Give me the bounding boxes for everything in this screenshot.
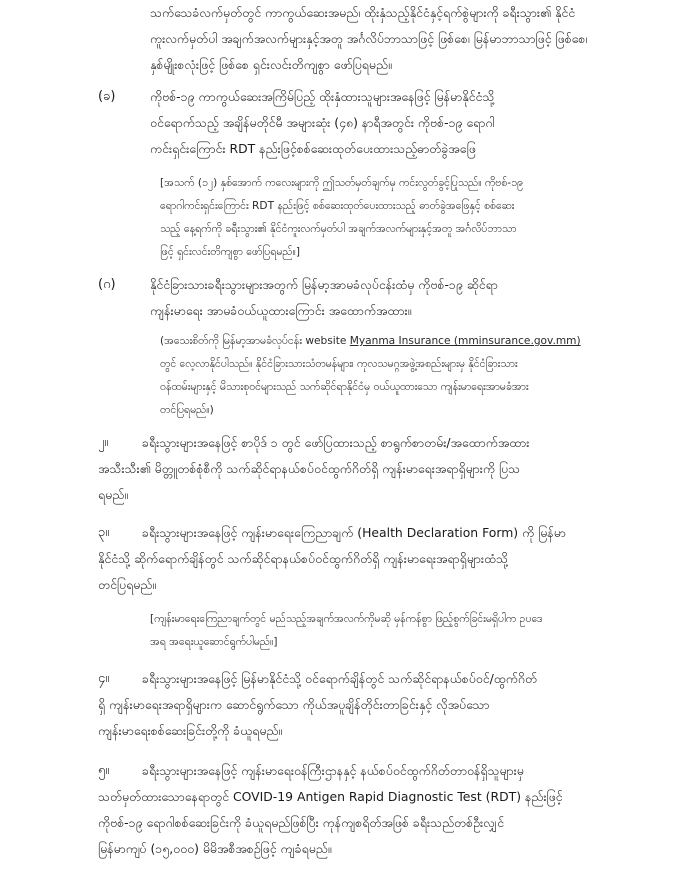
text-line: ရမည်။ <box>98 487 128 502</box>
paragraph-number-5: ၅။ <box>98 763 110 778</box>
note-line: တင်ပြရမည်။) <box>160 404 214 416</box>
text-line: ခရီးသွားများအနေဖြင့် မြန်မာနိုင်ငံသို့ ဝင်ရောက်ချိန်တွင် သက်ဆိုင်ရာနယ်စပ်ဝင်/ထွက်ဂိတ် <box>142 671 538 686</box>
text-line: ခရီးသွားများအနေဖြင့် ကျန်းမာရေးဝန်ကြီးဌာနနှင့် နယ်စပ်ဝင်ထွက်ဂိတ်တာဝန်ရှိသူများမှ <box>142 763 524 778</box>
note-line: တွင် လေ့လာနိုင်ပါသည်။ နိုင်ငံခြားသားသံတမန်များ၊ ကုလသမဂ္ဂအဖွဲ့အစည်းများမှ နိုင်ငံခြားသား <box>160 358 518 370</box>
item-kha-text <box>150 84 650 162</box>
paragraph-5 <box>98 758 650 862</box>
text-line: ကိုဗစ်-၁၉ ရောဂါစစ်ဆေးခြင်းကို ခံယူရမည်ဖြစ်ပြီး ကုန်ကျစရိတ်အဖြစ် ခရီးသည်တစ်ဦးလျှင် <box>98 815 505 830</box>
text-line: သတ်မှတ်ထားသောနေရာတွင် COVID-19 Antigen Rapid Diagnostic Test (RDT) နည်းဖြင့် <box>98 789 563 804</box>
text-line: နိုင်ငံခြားသားခရီးသွားများအတွက် မြန်မာ့အာမခံလုပ်ငန်းထံမှ ကိုဗစ်-၁၉ ဆိုင်ရာ <box>150 277 498 292</box>
note-line: ဝန်ထမ်းများနှင့် မိသားစုဝင်များသည် သက်ဆိုင်ရာနိုင်ငံမှ ဝယ်ယူထားသော ကျန်းမာရေးအာမခံအား <box>160 381 529 393</box>
text-line: တင်ပြရမည်။ <box>98 577 157 592</box>
text-line: ကိုဗစ်-၁၉ ကာကွယ်ဆေးအကြိမ်ပြည့် ထိုးနှံထားသူများအနေဖြင့် မြန်မာနိုင်ငံသို့ <box>150 89 495 104</box>
text-line: ကျန်းမာရေးစစ်ဆေးခြင်းတို့ကို ခံယူရမည်။ <box>98 723 283 738</box>
paragraph-4 <box>98 666 650 744</box>
item-number-kha: (ခ) <box>98 89 116 104</box>
note-line: [ကျန်းမာရေးကြေညာချက်တွင် မည်သည့်အချက်အလက်ကိုမဆို မှန်ကန်စွာ ဖြည့်စွက်ခြင်းမရှိပါက ဥပဒေ <box>150 613 543 625</box>
text-line: နိုင်ငံသို့ ဆိုက်ရောက်ချိန်တွင် သက်ဆိုင်ရာနယ်စပ်ဝင်ထွက်ဂိတ်ရှိ ကျန်းမာရေးအရာရှိများထံသို့ <box>98 551 508 566</box>
paragraph-number-2: ၂။ <box>98 435 109 450</box>
paragraph-number-4: ၄။ <box>98 671 110 686</box>
paragraph-3 <box>98 520 650 598</box>
text-line: အသီးသီး၏ မိတ္တူတစ်စုံစီကို သက်ဆိုင်ရာနယ်စပ်ဝင်ထွက်ဂိတ်ရှိ ကျန်းမာရေးအရာရှိများကို ပြသ <box>98 461 521 476</box>
item-ga-text <box>150 272 650 324</box>
note-line: ဖြင့် ရှင်းလင်းတိကျစွာ ဖော်ပြရမည်။] <box>160 246 300 258</box>
note-line: အရ အရေးယူဆောင်ရွက်ပါမည်။] <box>150 636 278 648</box>
note-prefix: (အသေးစိတ်ကို မြန်မာ့အာမခံလုပ်ငန်း website <box>160 335 350 347</box>
note-line <box>160 330 650 353</box>
text-line: ခရီးသွားများအနေဖြင့် စာပိုဒ် ၁ တွင် ဖော်ပြထားသည့် စာရွက်စာတမ်း/အထောက်အထား <box>142 435 530 450</box>
text-line: ရှိ ကျန်းမာရေးအရာရှိများက ဆောင်ရွက်သော ကိုယ်အပူချိန်တိုင်းတာခြင်းနှင့် လိုအပ်သော <box>98 697 490 712</box>
text-line: ကျန်းမာရေး အာမခံဝယ်ယူထားကြောင်း အထောက်အထား။ <box>150 303 412 318</box>
insurance-website-link[interactable]: Myanma Insurance (mminsurance.gov.mm) <box>349 335 581 347</box>
paragraph-3-note <box>150 608 650 654</box>
item-kha-note <box>160 172 650 264</box>
text-line: သက်သေခံလက်မှတ်တွင် ကာကွယ်ဆေးအမည်၊ ထိုးနှံသည့်နိုင်ငံနှင့်ရက်စွဲများကို ခရီးသွား၏ နိုင်ငံ <box>150 5 576 20</box>
text-line: ကူးလက်မှတ်ပါ အချက်အလက်များနှင့်အတူ အင်္ဂလိပ်ဘာသာဖြင့် ဖြစ်စေ၊ မြန်မာဘာသာဖြင့် ဖြစ်စေ၊ <box>150 31 588 46</box>
note-line: သည့် နေ့ရက်ကို ခရီးသွား၏ နိုင်ငံကူးလက်မှတ်ပါ အချက်အလက်များနှင့်အတူ အင်္ဂလိပ်ဘာသာ <box>160 223 517 235</box>
item-number-ga: (ဂ) <box>98 277 116 292</box>
paragraph-number-3: ၃။ <box>98 525 110 540</box>
item-ga-note <box>160 330 650 422</box>
text-line: မြန်မာကျပ် (၁၅,၀၀၀) မိမိအစီအစဉ်ဖြင့် ကျခံရမည်။ <box>98 841 332 856</box>
note-line: [အသက် (၁၂) နှစ်အောက် ကလေးများကို ဤသတ်မှတ်ချက်မှ ကင်းလွတ်ခွင့်ပြုသည်။ ကိုဗစ်-၁၉ <box>160 177 524 189</box>
text-line: ဝင်ရောက်သည့် အချိန်မတိုင်မီ အများဆုံး (၄၈) နာရီအတွင်း ကိုဗစ်-၁၉ ရောဂါ <box>150 115 495 130</box>
text-line: နှစ်မျိုးစလုံးဖြင့် ဖြစ်စေ ရှင်းလင်းတိကျစွာ ဖော်ပြရမည်။ <box>150 57 392 72</box>
text-line: ခရီးသွားများအနေဖြင့် ကျန်းမာရေးကြေညာချက် (Health Declaration Form) ကို မြန်မာ <box>142 525 566 540</box>
note-line: ရောဂါကင်းရှင်းကြောင်း RDT နည်းဖြင့် စစ်ဆေးထုတ်ပေးထားသည့် ဓာတ်ခွဲအဖြေနှင့် စစ်ဆေး <box>160 200 515 212</box>
text-line: ကင်းရှင်းကြောင်း RDT နည်းဖြင့်စစ်ဆေးထုတ်ပေးထားသည့်ဓာတ်ခွဲအဖြေ <box>150 141 476 156</box>
paragraph-2 <box>98 430 650 508</box>
intro-paragraph <box>150 0 650 78</box>
